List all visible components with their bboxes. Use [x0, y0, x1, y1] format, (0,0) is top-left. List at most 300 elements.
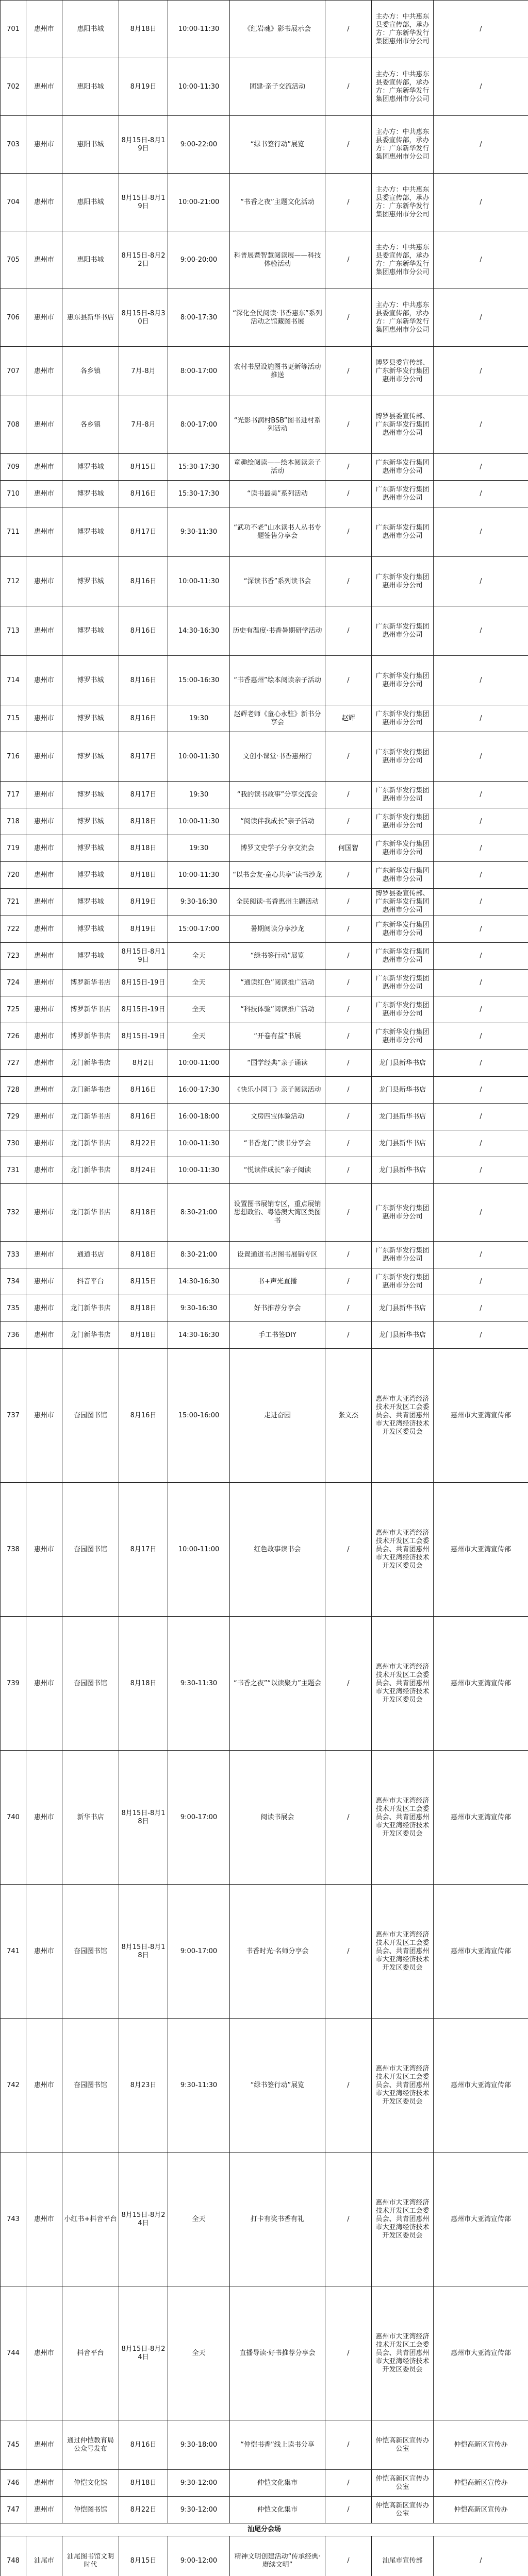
cell-title: “以书会友·童心共享”读书沙龙: [230, 862, 325, 889]
cell-date: 8月15日-8月19日: [119, 943, 168, 970]
cell-id: 712: [1, 557, 26, 606]
cell-id: 709: [1, 454, 26, 481]
table-row: [1, 481, 528, 507]
cell-id: 741: [1, 1885, 26, 2019]
cell-org: 惠州市大亚湾经济技术开发区工会委员会、共青团惠州市大亚湾经济技术开发区委员会: [372, 1483, 434, 1617]
cell-city: 惠州市: [26, 481, 62, 507]
cell-venue: 博罗书城: [62, 889, 119, 916]
table-row: [1, 970, 528, 996]
cell-title: 文房四宝体验活动: [230, 1104, 325, 1130]
cell-venue: 博罗新华书店: [62, 970, 119, 996]
cell-venue: 龙门新华书店: [62, 1184, 119, 1242]
cell-id: 729: [1, 1104, 26, 1130]
cell-time: 8:00-17:00: [168, 396, 230, 454]
cell-guest: /: [325, 1751, 372, 1885]
cell-title: 《快乐小园丁》亲子阅读活动: [230, 1077, 325, 1104]
cell-org: 广东新华发行集团惠州市分公司: [372, 732, 434, 782]
cell-id: 726: [1, 1023, 26, 1050]
cell-time: 10:00-11:00: [168, 1483, 230, 1617]
cell-id: 714: [1, 656, 26, 705]
cell-city: 汕尾市: [26, 2536, 62, 2576]
cell-id: 711: [1, 507, 26, 557]
cell-venue: 抖音平台: [62, 1268, 119, 1295]
cell-note: 仲恺高新区宣传办: [434, 2420, 528, 2470]
cell-date: 8月15日-8月18日: [119, 1751, 168, 1885]
cell-id: 739: [1, 1617, 26, 1751]
cell-city: 惠州市: [26, 1050, 62, 1077]
cell-guest: /: [325, 1023, 372, 1050]
cell-venue: 龙门新华书店: [62, 1077, 119, 1104]
cell-venue: 抖音平台: [62, 2286, 119, 2420]
cell-time: 9:30-16:30: [168, 1295, 230, 1322]
cell-venue: 博罗书城: [62, 656, 119, 705]
cell-guest: /: [325, 174, 372, 231]
cell-id: 732: [1, 1184, 26, 1242]
cell-id: 735: [1, 1295, 26, 1322]
cell-id: 747: [1, 2497, 26, 2523]
cell-note: /: [434, 231, 528, 289]
cell-time: 全天: [168, 970, 230, 996]
cell-city: 惠州市: [26, 705, 62, 732]
cell-note: 惠州市大亚湾宣传部: [434, 1483, 528, 1617]
cell-guest: /: [325, 396, 372, 454]
cell-city: 惠州市: [26, 782, 62, 808]
cell-note: /: [434, 289, 528, 347]
cell-time: 10:00-11:30: [168, 732, 230, 782]
table-row: [1, 557, 528, 606]
table-row: [1, 507, 528, 557]
cell-id: 738: [1, 1483, 26, 1617]
cell-city: 惠州市: [26, 1077, 62, 1104]
cell-time: 全天: [168, 996, 230, 1023]
cell-time: 10:00-11:00: [168, 1050, 230, 1077]
table-row: [1, 1349, 528, 1483]
cell-time: 9:30-12:00: [168, 2470, 230, 2497]
cell-guest: 张文杰: [325, 1349, 372, 1483]
cell-id: 724: [1, 970, 26, 996]
cell-title: “读书最美”系列活动: [230, 481, 325, 507]
cell-date: 8月18日: [119, 1617, 168, 1751]
cell-city: 惠州市: [26, 606, 62, 656]
table-row: [1, 2420, 528, 2470]
table-row: [1, 347, 528, 396]
cell-id: 720: [1, 862, 26, 889]
cell-note: /: [434, 1104, 528, 1130]
cell-title: “科技体验”阅读推广活动: [230, 996, 325, 1023]
activity-table-body: [1, 1, 528, 2576]
cell-venue: 博罗书城: [62, 732, 119, 782]
cell-org: 广东新华发行集团惠州市分公司: [372, 507, 434, 557]
cell-venue: 通道书店: [62, 1242, 119, 1268]
cell-id: 710: [1, 481, 26, 507]
cell-time: 19:30: [168, 835, 230, 862]
cell-city: 惠州市: [26, 1104, 62, 1130]
cell-venue: 奋园图书馆: [62, 1885, 119, 2019]
table-row: [1, 1242, 528, 1268]
cell-id: 742: [1, 2019, 26, 2153]
cell-id: 727: [1, 1050, 26, 1077]
cell-org: 广东新华发行集团惠州市分公司: [372, 1268, 434, 1295]
cell-org: 广东新华发行集团惠州市分公司: [372, 1184, 434, 1242]
table-row: [1, 58, 528, 116]
cell-guest: /: [325, 656, 372, 705]
cell-title: 博罗文史学子分享交流会: [230, 835, 325, 862]
cell-city: 惠州市: [26, 656, 62, 705]
cell-org: 博罗县委宣传部、广东新华发行集团惠州市分公司: [372, 889, 434, 916]
cell-id: 734: [1, 1268, 26, 1295]
cell-time: 9:00-22:00: [168, 116, 230, 174]
cell-venue: 各乡镇: [62, 347, 119, 396]
cell-note: /: [434, 174, 528, 231]
cell-org: 龙门县新华书店: [372, 1077, 434, 1104]
cell-org: 广东新华发行集团惠州市分公司: [372, 943, 434, 970]
table-row: [1, 2153, 528, 2286]
cell-id: 744: [1, 2286, 26, 2420]
cell-city: 惠州市: [26, 996, 62, 1023]
cell-date: 8月15日-8月18日: [119, 1885, 168, 2019]
table-row: [1, 2286, 528, 2420]
cell-org: 博罗县委宣传部、广东新华发行集团惠州市分公司: [372, 347, 434, 396]
cell-title: “阅读伴我成长”亲子活动: [230, 808, 325, 835]
cell-date: 8月19日: [119, 58, 168, 116]
cell-time: 8:00-17:00: [168, 347, 230, 396]
cell-venue: 惠阳书城: [62, 231, 119, 289]
cell-time: 全天: [168, 2153, 230, 2286]
table-row: [1, 1268, 528, 1295]
cell-org: 主办方：中共惠东县委宣传部，承办方：广东新华发行集团惠州市分公司: [372, 289, 434, 347]
cell-city: 惠州市: [26, 174, 62, 231]
cell-id: 718: [1, 808, 26, 835]
cell-title: 设置通道书店图书展销专区: [230, 1242, 325, 1268]
cell-title: 阅读书展会: [230, 1751, 325, 1885]
table-row: [1, 996, 528, 1023]
cell-title: 直播导读·好书推荐分享会: [230, 2286, 325, 2420]
cell-note: /: [434, 916, 528, 943]
cell-date: 8月16日: [119, 557, 168, 606]
cell-note: /: [434, 2536, 528, 2576]
cell-venue: 博罗书城: [62, 916, 119, 943]
cell-date: 8月19日: [119, 889, 168, 916]
cell-city: 惠州市: [26, 943, 62, 970]
table-row: [1, 396, 528, 454]
cell-venue: 博罗书城: [62, 782, 119, 808]
cell-org: 广东新华发行集团惠州市分公司: [372, 656, 434, 705]
cell-date: 8月15日-8月30日: [119, 289, 168, 347]
cell-venue: 博罗书城: [62, 862, 119, 889]
cell-date: 8月15日-8月22日: [119, 231, 168, 289]
table-row: [1, 1, 528, 58]
cell-venue: 博罗书城: [62, 835, 119, 862]
cell-note: /: [434, 970, 528, 996]
cell-org: 龙门县新华书店: [372, 1050, 434, 1077]
table-row: [1, 1023, 528, 1050]
cell-city: 惠州市: [26, 2470, 62, 2497]
cell-note: /: [434, 1050, 528, 1077]
cell-title: “光影书润村BSB”图书进村系列活动: [230, 396, 325, 454]
cell-note: /: [434, 606, 528, 656]
cell-note: /: [434, 116, 528, 174]
cell-time: 10:00-21:00: [168, 174, 230, 231]
cell-id: 740: [1, 1751, 26, 1885]
cell-time: 9:30-11:30: [168, 1617, 230, 1751]
cell-title: “国学经典”亲子诵读: [230, 1050, 325, 1077]
cell-time: 15:00-16:30: [168, 656, 230, 705]
cell-city: 惠州市: [26, 1349, 62, 1483]
cell-venue: 汕尾图书馆文明时代: [62, 2536, 119, 2576]
cell-venue: 龙门新华书店: [62, 1322, 119, 1349]
cell-note: /: [434, 1322, 528, 1349]
cell-note: 惠州市大亚湾宣传部: [434, 1617, 528, 1751]
cell-note: /: [434, 396, 528, 454]
cell-city: 惠州市: [26, 1130, 62, 1157]
cell-id: 708: [1, 396, 26, 454]
cell-title: “书香惠州”绘本阅读亲子活动: [230, 656, 325, 705]
cell-org: 广东新华发行集团惠州市分公司: [372, 970, 434, 996]
cell-guest: /: [325, 1268, 372, 1295]
cell-guest: /: [325, 889, 372, 916]
cell-id: 705: [1, 231, 26, 289]
cell-note: /: [434, 58, 528, 116]
cell-time: 9:00-20:00: [168, 231, 230, 289]
cell-guest: 赵辉: [325, 705, 372, 732]
cell-note: /: [434, 347, 528, 396]
cell-title: “开卷有益”书展: [230, 1023, 325, 1050]
cell-date: 8月19日: [119, 916, 168, 943]
cell-venue: 博罗书城: [62, 557, 119, 606]
cell-title: “我的读书故事”分享交流会: [230, 782, 325, 808]
cell-title: “通读红色”阅读推广活动: [230, 970, 325, 996]
cell-id: 701: [1, 1, 26, 58]
cell-venue: 博罗书城: [62, 481, 119, 507]
cell-guest: /: [325, 606, 372, 656]
cell-org: 广东新华发行集团惠州市分公司: [372, 1023, 434, 1050]
cell-id: 721: [1, 889, 26, 916]
cell-date: 8月15日: [119, 2536, 168, 2576]
cell-title: 书+声光直播: [230, 1268, 325, 1295]
cell-note: /: [434, 943, 528, 970]
cell-venue: 博罗书城: [62, 454, 119, 481]
cell-date: 8月15日-8月24日: [119, 2153, 168, 2286]
cell-title: 暑期阅读分享沙龙: [230, 916, 325, 943]
cell-note: /: [434, 1130, 528, 1157]
cell-org: 惠州市大亚湾经济技术开发区工会委员会、共青团惠州市大亚湾经济技术开发区委员会: [372, 1349, 434, 1483]
cell-time: 14:30-16:30: [168, 1322, 230, 1349]
cell-guest: /: [325, 1885, 372, 2019]
cell-id: 702: [1, 58, 26, 116]
cell-date: 8月18日: [119, 1, 168, 58]
cell-org: 龙门县新华书店: [372, 1104, 434, 1130]
cell-note: /: [434, 1184, 528, 1242]
cell-date: 8月23日: [119, 2019, 168, 2153]
cell-org: 广东新华发行集团惠州市分公司: [372, 996, 434, 1023]
cell-title: 《红岩魂》影书展示会: [230, 1, 325, 58]
cell-guest: /: [325, 58, 372, 116]
cell-title: “绿书签行动”展览: [230, 2019, 325, 2153]
cell-org: 广东新华发行集团惠州市分公司: [372, 782, 434, 808]
cell-guest: /: [325, 1322, 372, 1349]
cell-org: 主办方：中共惠东县委宣传部，承办方：广东新华发行集团惠州市分公司: [372, 58, 434, 116]
cell-time: 9:30-12:00: [168, 2497, 230, 2523]
cell-city: 惠州市: [26, 2420, 62, 2470]
cell-venue: 龙门新华书店: [62, 1157, 119, 1184]
table-row: [1, 916, 528, 943]
cell-city: 惠州市: [26, 289, 62, 347]
cell-venue: 各乡镇: [62, 396, 119, 454]
cell-title: 童趣绘阅读——绘本阅读亲子活动: [230, 454, 325, 481]
cell-id: 713: [1, 606, 26, 656]
cell-org: 广东新华发行集团惠州市分公司: [372, 916, 434, 943]
section-title: 汕尾分会场: [1, 2523, 528, 2536]
cell-note: 惠州市大亚湾宣传部: [434, 2019, 528, 2153]
cell-title: “书香之夜”主题文化活动: [230, 174, 325, 231]
cell-venue: 惠阳书城: [62, 116, 119, 174]
cell-date: 8月22日: [119, 1130, 168, 1157]
cell-time: 9:30-18:00: [168, 2420, 230, 2470]
cell-guest: /: [325, 970, 372, 996]
cell-org: 广东新华发行集团惠州市分公司: [372, 606, 434, 656]
cell-date: 8月15日-19日: [119, 1023, 168, 1050]
cell-note: 仲恺高新区宣传办: [434, 2470, 528, 2497]
section-header-row: [1, 2523, 528, 2536]
cell-note: /: [434, 782, 528, 808]
cell-title: “深读书香”系列读书会: [230, 557, 325, 606]
cell-guest: /: [325, 1184, 372, 1242]
cell-venue: 惠阳书城: [62, 174, 119, 231]
cell-date: 8月2日: [119, 1050, 168, 1077]
cell-venue: 惠阳书城: [62, 58, 119, 116]
cell-city: 惠州市: [26, 1184, 62, 1242]
cell-org: 博罗县委宣传部、广东新华发行集团惠州市分公司: [372, 396, 434, 454]
cell-note: 惠州市大亚湾宣传部: [434, 1349, 528, 1483]
table-row: [1, 2536, 528, 2576]
cell-time: 9:00-17:00: [168, 1885, 230, 2019]
cell-time: 9:30-11:30: [168, 2019, 230, 2153]
cell-id: 743: [1, 2153, 26, 2286]
cell-org: 广东新华发行集团惠州市分公司: [372, 454, 434, 481]
cell-time: 8:30-21:00: [168, 1184, 230, 1242]
table-row: [1, 732, 528, 782]
cell-note: /: [434, 656, 528, 705]
cell-title: 赵辉老师《童心永驻》新书分享会: [230, 705, 325, 732]
cell-city: 惠州市: [26, 1023, 62, 1050]
cell-note: /: [434, 1077, 528, 1104]
table-row: [1, 862, 528, 889]
cell-city: 惠州市: [26, 2153, 62, 2286]
table-row: [1, 1050, 528, 1077]
cell-city: 惠州市: [26, 1483, 62, 1617]
cell-id: 745: [1, 2420, 26, 2470]
cell-date: 8月16日: [119, 481, 168, 507]
cell-date: 8月16日: [119, 2420, 168, 2470]
cell-org: 主办方：中共惠东县委宣传部，承办方：广东新华发行集团惠州市分公司: [372, 1, 434, 58]
cell-org: 仲恺高新区宣传办公室: [372, 2497, 434, 2523]
cell-note: 惠州市大亚湾宣传部: [434, 2286, 528, 2420]
cell-org: 惠州市大亚湾经济技术开发区工会委员会、共青团惠州市大亚湾经济技术开发区委员会: [372, 2153, 434, 2286]
cell-guest: /: [325, 507, 372, 557]
cell-date: 8月15日: [119, 1268, 168, 1295]
cell-venue: 博罗新华书店: [62, 1023, 119, 1050]
cell-id: 728: [1, 1077, 26, 1104]
table-row: [1, 1077, 528, 1104]
cell-org: 广东新华发行集团惠州市分公司: [372, 835, 434, 862]
cell-guest: /: [325, 347, 372, 396]
cell-org: 惠州市大亚湾经济技术开发区工会委员会、共青团惠州市大亚湾经济技术开发区委员会: [372, 1617, 434, 1751]
cell-venue: 龙门新华书店: [62, 1295, 119, 1322]
cell-guest: /: [325, 2497, 372, 2523]
table-row: [1, 2497, 528, 2523]
cell-id: 722: [1, 916, 26, 943]
cell-title: 精神文明创建活动“传承经典·赓续文明”: [230, 2536, 325, 2576]
cell-date: 8月16日: [119, 656, 168, 705]
cell-id: 746: [1, 2470, 26, 2497]
cell-time: 10:00-11:30: [168, 58, 230, 116]
cell-id: 715: [1, 705, 26, 732]
cell-city: 惠州市: [26, 507, 62, 557]
cell-date: 8月18日: [119, 808, 168, 835]
cell-note: 惠州市大亚湾宣传部: [434, 2153, 528, 2286]
cell-guest: 何国智: [325, 835, 372, 862]
cell-venue: 博罗书城: [62, 507, 119, 557]
cell-guest: /: [325, 1617, 372, 1751]
cell-guest: /: [325, 2420, 372, 2470]
cell-id: 725: [1, 996, 26, 1023]
cell-city: 惠州市: [26, 347, 62, 396]
cell-note: 惠州市大亚湾宣传部: [434, 1885, 528, 2019]
cell-title: 全民阅读·书香惠州主题活动: [230, 889, 325, 916]
cell-city: 惠州市: [26, 1295, 62, 1322]
table-row: [1, 454, 528, 481]
cell-guest: /: [325, 1242, 372, 1268]
cell-id: 736: [1, 1322, 26, 1349]
table-row: [1, 1184, 528, 1242]
cell-note: /: [434, 1268, 528, 1295]
table-row: [1, 808, 528, 835]
cell-venue: 奋园图书馆: [62, 1349, 119, 1483]
cell-time: 9:00-17:00: [168, 1751, 230, 1885]
cell-guest: /: [325, 862, 372, 889]
table-row: [1, 116, 528, 174]
cell-title: 手工书签DIY: [230, 1322, 325, 1349]
cell-time: 9:00-12:00: [168, 2536, 230, 2576]
cell-date: 8月15日-8月19日: [119, 116, 168, 174]
cell-id: 706: [1, 289, 26, 347]
cell-guest: /: [325, 2470, 372, 2497]
cell-guest: /: [325, 1295, 372, 1322]
table-row: [1, 1157, 528, 1184]
cell-city: 惠州市: [26, 2497, 62, 2523]
cell-title: 历史有温度·书香暑期研学活动: [230, 606, 325, 656]
cell-date: 8月17日: [119, 1483, 168, 1617]
cell-title: 好书推荐分享会: [230, 1295, 325, 1322]
cell-time: 15:30-17:30: [168, 481, 230, 507]
cell-time: 全天: [168, 2286, 230, 2420]
cell-id: 733: [1, 1242, 26, 1268]
cell-time: 10:00-11:30: [168, 1, 230, 58]
cell-guest: /: [325, 2286, 372, 2420]
cell-date: 8月16日: [119, 1077, 168, 1104]
cell-time: 10:00-11:30: [168, 557, 230, 606]
cell-venue: 小红书+抖音平台: [62, 2153, 119, 2286]
cell-date: 8月18日: [119, 1242, 168, 1268]
cell-venue: 奋园图书馆: [62, 2019, 119, 2153]
cell-guest: /: [325, 1483, 372, 1617]
cell-time: 10:00-11:30: [168, 1130, 230, 1157]
cell-guest: /: [325, 1, 372, 58]
cell-note: /: [434, 1242, 528, 1268]
table-row: [1, 1617, 528, 1751]
cell-note: /: [434, 557, 528, 606]
cell-venue: 龙门新华书店: [62, 1130, 119, 1157]
